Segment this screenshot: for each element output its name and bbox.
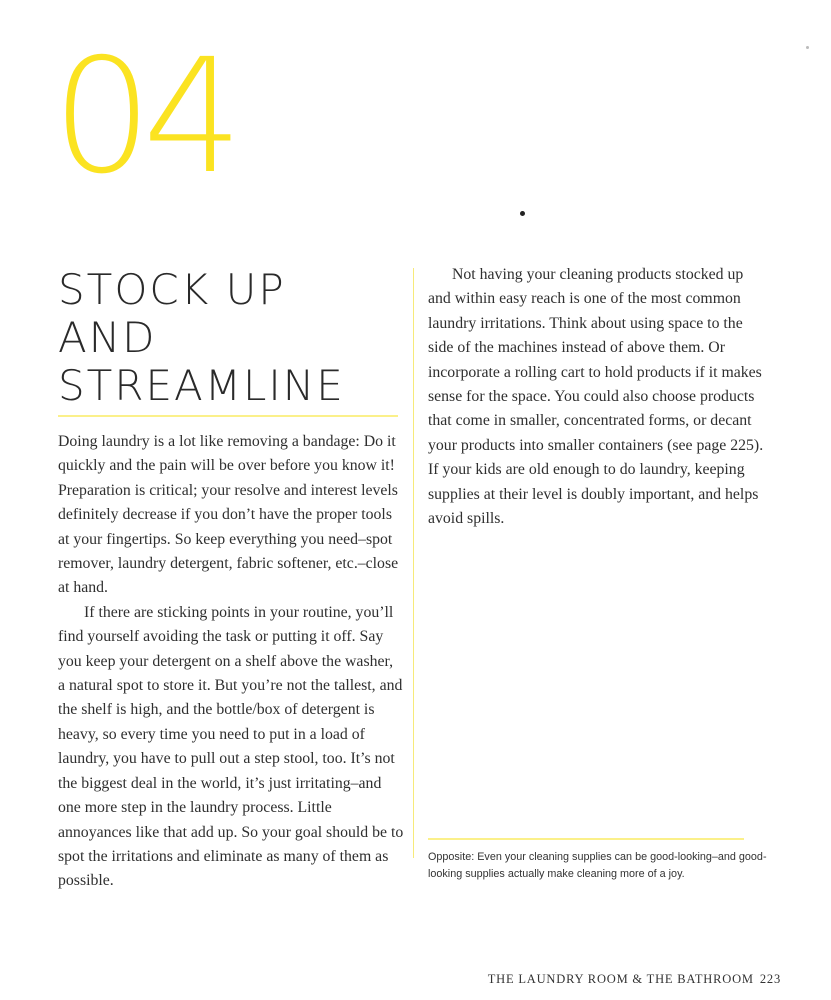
- edge-mark: [806, 46, 809, 49]
- caption-rule: [428, 838, 744, 840]
- body-paragraph: If there are sticking points in your routine, you’ll find yourself avoiding the task or putting it off. Say you keep your detergent on a shelf above the washer, a natural spot to store it. But you’re not the tallest, and the shelf is high, and the bottle/box of detergent is heavy, so every time you need to put in a load of laundry, you have to pull out a step stool, too. It’s not the biggest deal in the world, it’s just irritating–and one more step in the laundry process. Little annoyances like that add up. So your goal should be to spot the irritations and eliminate as many of them as possible.: [58, 603, 404, 890]
- body-paragraph: Not having your cleaning products stocked up and within easy reach is one of the most common laundry irritations. Think about using space to the side of the machines instead of above them. Or incorporate a rolling cart to hold products if it makes sense for the space. You could also choose products that come in smaller, concentrated forms, or decant your products into smaller containers (see page 225). If your kids are old enough to do laundry, keeping supplies at their level is doubly important, and helps avoid spills.: [428, 266, 764, 528]
- title-underline: [58, 415, 398, 417]
- decorative-dot: [520, 211, 525, 216]
- chapter-number: 04: [52, 25, 234, 209]
- running-footer: [488, 972, 781, 987]
- title-line: STOCK UP: [58, 265, 286, 314]
- title-line: AND: [58, 313, 157, 362]
- title-line: STREAMLINE: [58, 361, 345, 410]
- footer-section: THE LAUNDRY ROOM & THE BATHROOM: [487, 972, 754, 986]
- left-column: [58, 430, 404, 894]
- body-paragraph: Doing laundry is a lot like removing a bandage: Do it quickly and the pain will be over before you know it! Preparation is critical; your resolve and interest levels definitely decrease if you don’t have the proper tools at your fingertips. So keep everything you need–spot remover, laundry detergent, fabric softener, etc.–close at hand.: [58, 433, 399, 597]
- photo-caption: Opposite: Even your cleaning supplies can be good-looking–and good-looking supplies actually make cleaning more of a joy.: [428, 851, 767, 880]
- page-number: 223: [759, 972, 781, 986]
- right-column: [428, 263, 764, 531]
- section-title: [58, 266, 398, 410]
- column-divider: [413, 268, 414, 858]
